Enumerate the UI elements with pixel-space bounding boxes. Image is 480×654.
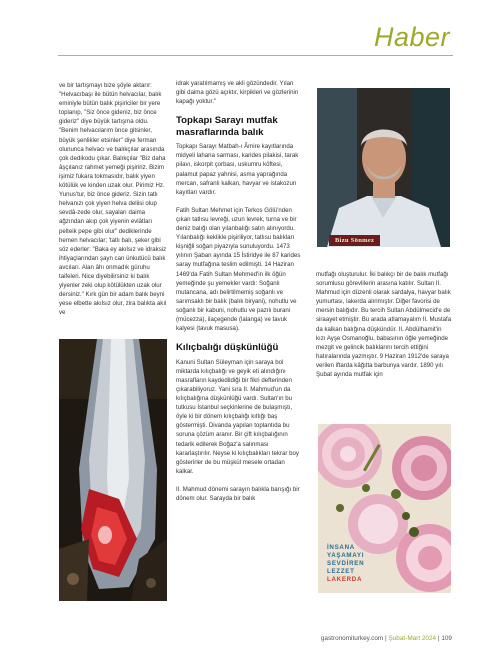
portrait-illustration [317,88,450,247]
caption-accent: LAKERDA [327,576,363,583]
footer-separator: | [385,635,387,642]
footer-site: gastronomiturkey.com [320,635,384,642]
paragraph: ve bir tartışmayı bize şöyle aktarır: "Helvacıbaşı ile bütün helvacılar, balık eminiyle bütün balık pişiriciler bir yere toplanıp, "Siz önce gideniz, biz önce gideriz" diye büyük tartışma oldu. "Benim helvacılarım önce gitsinler, büyük şenlikler etsinler" diye ferman olununca helvacı ve balıkçılar arasında çok dedikodu çıkar. Balıkçılar "Biz daha âşçılanız rahmet yemeği pişiririz. Bizim işimiz fukara tokmasıdır, balık yiyen kötülük ve kinden uzak olur. Pirimiz Hz. Yunus'tur, biz önce gideriz. Sizin tatlı helvanızı çok yiyen helva deliisi olup sevdâ-zede olur, sayaları daima ağzından akıp çok yiyenin evlâtları pelteik pepe gibi olur" dediklerinde hemen helvacılar; 'tatlı balı, şeker gibi söz ederler: "Baka ey akılsız ve idraksiz ihtiyaçlarından şayn can ünkutücü balık avcıları. Alan âhı onmadık güruhu taifeleri. Nice diyebilirsiniz ki balık yiyenler zeki olup kötülükten uzak olur dersiniz." Kırk gün bir adam balık beyni yese elbette akılsız olur, zira balıkta akıl ve [59,82,167,317]
caption-line: YAŞAMAYI [327,552,365,559]
page-number: 109 [441,635,452,642]
paragraph: Fatih Sultan Mehmet için Terkos Gölü'nden çıkan tatlısu levreği, uzun levrek, turna ve bir deniz balığı olan yılanbalığı satın alınıyordu. Yılanbalığı keklikle pişiriliyor, tatlısu balıkları kişniğli soğan piyazıyla sunuluyordu. 1473 yılının Şaban ayında 15 İstiridye ile 87 karides saray mutfağına teslim edilmişti. 14 Haziran 1469'da Fatih Sultan Mehmed'in ilk öğün yemeğinde şu yemekler vardı: Soğanlı mutancana, adı belirtilmemiş soğanlı ve sarımsaklı bir balık (balık biryani), nohutlu ve soğanlı bir kabuni, nohutlu ve pazılı burani (mücezza), ilaçegende (lalanga) ve tavuk kalyesi (tavuk masusa). [176,206,301,333]
paragraph: mutfağı oluşturulur. İki balıkçı bir de balık mutfağı sorumlusu görevlilerin arasına katılır. Sultan II. Mahmud için düzenli olarak sardalya, havyar balık yumurtası, lakerda alınmıştır. Diğer favorisi de mersin balığıdır. Bu tercih Sultan Abdülmecid'e de siraayet etmiştir. Bu arada atlamayalım II. Mustafa da kalkan balığına düşkündür. II. Abdülhamit'in kızı Ayşe Osmanoğlu, babasının öğle yemeğinde mezgit ve gelincik balıklarını tercih ettiğini hatıralarında yazmıştır. 9 Haziran 1912'de saraya verilen iftarda kâğıtta barbunya vardır. 1890 yılı Şubat ayında mutfak için [316,271,452,379]
paragraph: idrak yaratılmamış ve akli gözündedir. Yılan gibi daima gözü açıktır, kirpikleri ve gözlerinin kapağı yoktur." [176,80,299,106]
subheading-topkapi: Topkapı Sarayı mutfak masraflarında balık [176,115,278,138]
lakerda-caption [327,544,387,584]
section-title: Haber [373,22,450,52]
article-column-1 [59,81,167,317]
footer-issue: Şubat-Mart 2024 [388,635,437,642]
caption-line: İNSANA [327,544,355,551]
article-column-3 [316,270,452,379]
footer-separator: | [437,635,440,642]
swordfish-illustration [59,339,167,601]
author-photo [317,88,450,247]
paragraph: Kanuni Sultan Süleyman için saraya bol miktarda kılıçbalığı ve geyik eti alındığını masrafların kaydedildiği bir fikri defterinden çıkarabiliyoruz. Yani sıra II. Mahmud'un da kılıçbalığına düşkünlüğü vardı. Sultan'ın bu tutkusu İstanbul seçkinlerine de bulaşmıştı, öyle ki bir dönem kılıçbalığı kıtlığı baş göstermişti. Divanda yapılan toplantıda bu soruna çözüm aranır. Bir çift kılıçbalığının tedarik edilerek Boğaz'a salınması kararlaştırılır. Neyse ki kılıçbalıkları tekrar boy gösterirler de bu müşkül mesele ortadan kalkar. [176,358,299,475]
author-name-tag: Bizu Sönmez [329,235,380,246]
caption-line: SEVDİREN [327,560,365,567]
subheading-swordfish: Kılıçbalığı düşkünlüğü [176,342,279,354]
caption-line: LEZZET [327,568,355,575]
header-rule [58,55,453,56]
paragraph: II. Mahmud dönemi sarayın balıkla barışığı bir dönem olur. Sarayda bir balık [176,485,300,502]
article-column-2 [176,79,304,503]
swordfish-photo [59,339,167,601]
paragraph: Topkapı Sarayı Matbah-ı Âmire kayıtlarında midyeli lahana sarması, karides pilakisi, tarak pilavı, iskorpit çorbası, uskumru köftesi, palamut papaz yahnisi, asma yaprağında mercan, safranlı kalkan, havyar ve istakozun kayıtları vardır. [176,143,299,196]
page-footer [321,635,452,642]
